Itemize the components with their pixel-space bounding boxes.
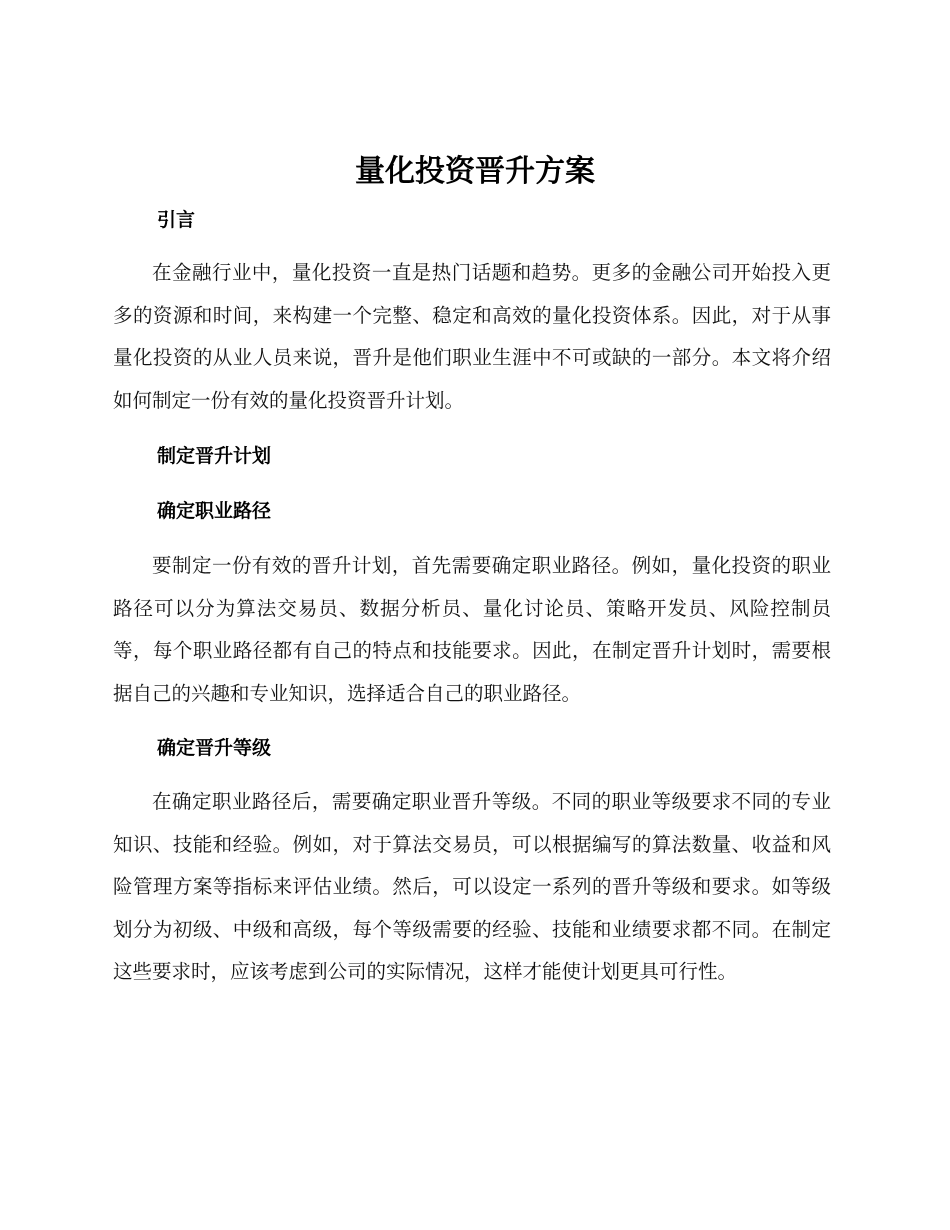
document-title: 量化投资晋升方案	[355, 154, 595, 189]
paragraph-promotion-level: 在确定职业路径后，需要确定职业晋升等级。不同的职业等级要求不同的专业知识、技能和经验。例如，对于算法交易员，可以根据编写的算法数量、收益和风险管理方案等指标来评估业绩。然后，可以设定一系列的晋升等级和要求。如等级划分为初级、中级和高级，每个等级需要的经验、技能和业绩要求都不同。在制定这些要求时，应该考虑到公司的实际情况，这样才能使计划更具可行性。	[113, 790, 831, 983]
subsection-heading-promotion-level: 确定晋升等级	[157, 737, 272, 759]
paragraph-intro: 在金融行业中，量化投资一直是热门话题和趋势。更多的金融公司开始投入更多的资源和时间，来构建一个完整、稳定和高效的量化投资体系。因此，对于从事量化投资的从业人员来说，晋升是他们职业生涯中不可或缺的一部分。本文将介绍如何制定一份有效的量化投资晋升计划。	[113, 261, 831, 412]
paragraph-career-path: 要制定一份有效的晋升计划，首先需要确定职业路径。例如，量化投资的职业路径可以分为算法交易员、数据分析员、量化讨论员、策略开发员、风险控制员等，每个职业路径都有自己的特点和技能要求。因此，在制定晋升计划时，需要根据自己的兴趣和专业知识，选择适合自己的职业路径。	[113, 554, 831, 705]
section-heading-intro: 引言	[157, 209, 196, 231]
section-heading-plan: 制定晋升计划	[157, 445, 272, 467]
subsection-heading-career-path: 确定职业路径	[157, 500, 272, 522]
